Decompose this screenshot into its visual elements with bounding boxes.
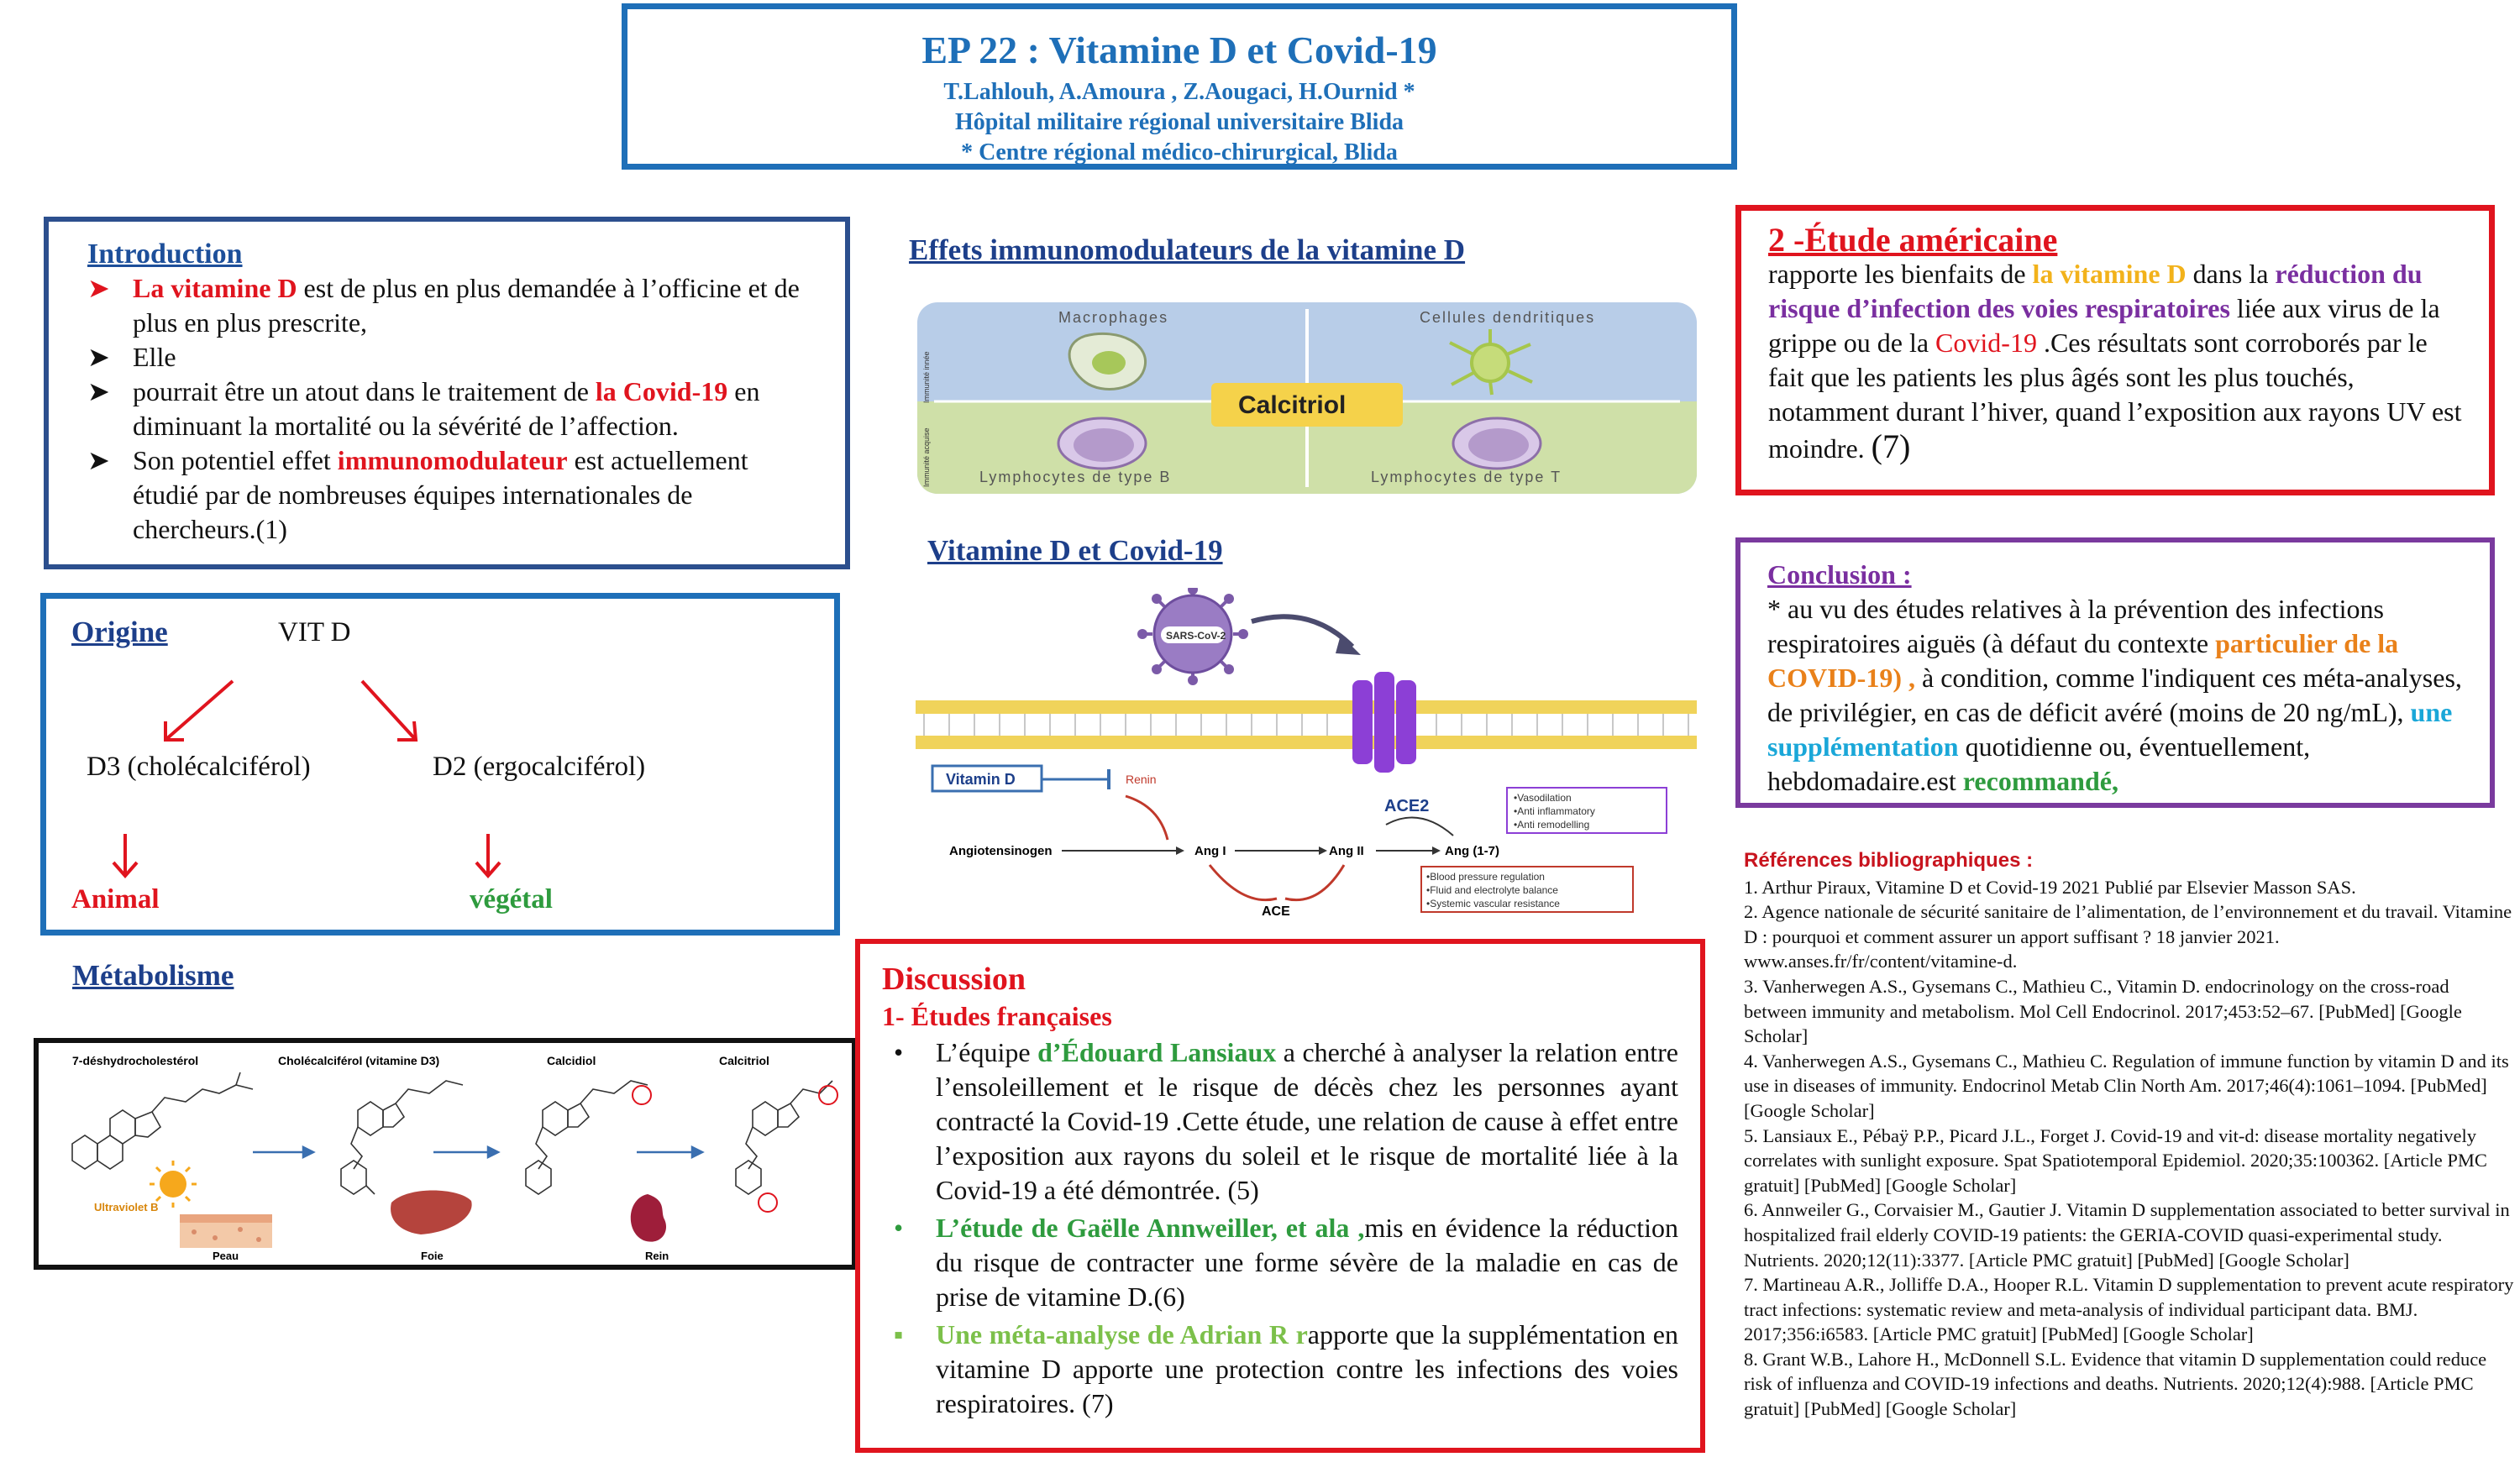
- uv-label: Ultraviolet B: [94, 1201, 159, 1213]
- cell-membrane: [916, 700, 1697, 749]
- intro-bullet-2: [87, 340, 811, 375]
- covid-fig-heading: Vitamine D et Covid-19: [927, 534, 1223, 567]
- covid-raas-diagram: [916, 588, 1697, 919]
- disc-i2-highlight: L’étude de Gaëlle Annweiller, et ala ,: [936, 1213, 1365, 1243]
- metab-label-2: Cholécalciférol (vitamine D3): [278, 1054, 440, 1067]
- ace-label: ACE: [1262, 904, 1290, 919]
- round-bullet-icon: •: [894, 1213, 904, 1243]
- american-study-text: [1768, 257, 2465, 466]
- american-study-heading: 2 -Étude américaine: [1768, 221, 2058, 259]
- references-section: [1744, 848, 2517, 1422]
- organ-label-skin: Peau: [213, 1250, 239, 1262]
- intro-b3-post: en diminuant la mortalité ou la sévérité de l’affection.: [133, 376, 760, 441]
- disc-i3-post: apporte que la supplémentation en vitamine D apporte une protection contre les infections des voies respiratoires. (7): [936, 1319, 1678, 1418]
- concl-p2: à condition, comme l'indiquent ces méta-analyses, de privilégier, en cas de déficit avéré (moins de 20 ng/mL),: [1767, 663, 2462, 727]
- disc-i1-highlight: d’Édouard Lansiaux: [1037, 1037, 1277, 1067]
- benefit-2: •Anti inflammatory: [1514, 805, 1595, 817]
- ang17-label: Ang (1-7): [1445, 844, 1499, 858]
- angiotensinogen-label: Angiotensinogen: [949, 844, 1053, 858]
- intro-b1-text: est de plus en plus demandée à l’officine et de plus en plus prescrite,: [133, 273, 800, 338]
- immuno-heading: Effets immunomodulateurs de la vitamine D: [909, 233, 1466, 266]
- vitd-label: Vitamin D: [946, 771, 1016, 788]
- metab-label-3: Calcidiol: [547, 1054, 596, 1067]
- metabolism-figure: [34, 1038, 857, 1270]
- usa-citation: (7): [1871, 427, 1911, 465]
- origin-box: [40, 593, 840, 936]
- molecule-cholecalciferol-icon: [341, 1081, 463, 1194]
- conclusion-text: [1767, 592, 2466, 799]
- usa-p2: dans la: [2186, 259, 2276, 289]
- usa-risk-highlight: réduction du risque d’infection des voies respiratoires: [1768, 259, 2423, 323]
- macrophages-label: Macrophages: [1058, 309, 1169, 326]
- disc-i1-post: a cherché à analyser la relation entre l’ensoleillement et le risque de décès chez les personnes ayant contracté la Covid-19 .Cette étude, une relation de cause à effet entre l’exposition aux rayons du soleil et le risque de mortalité liée à la Covid-19 a été démontrée. (5): [936, 1037, 1678, 1205]
- poster-title: EP 22 : Vitamine D et Covid-19: [921, 29, 1437, 71]
- discussion-item-3: [882, 1318, 1678, 1421]
- metab-arrows: [253, 1147, 702, 1157]
- metabolism-diagram: [39, 1043, 852, 1265]
- disc-i3-highlight: Une méta-analyse de Adrian R r: [936, 1319, 1308, 1350]
- metabolism-heading: Métabolisme: [72, 959, 234, 992]
- reference-item: 2. Agence nationale de sécurité sanitaire de l’alimentation, de l’environnement et du travail. Vitamine D : pourquoi et comment assurer un apport suffisant ? 18 janvier 2021. www.anses.fr/fr/content/vitamine-d.: [1744, 901, 2512, 972]
- intro-b1-highlight: La vitamine D: [133, 273, 297, 303]
- arrow-bullet-icon: ➤: [87, 445, 110, 475]
- harm-1: •Blood pressure regulation: [1426, 871, 1545, 883]
- ace2-label: ACE2: [1384, 797, 1430, 815]
- immuno-diagram: [917, 302, 1697, 494]
- origin-vegetal: végétal: [470, 884, 553, 915]
- intro-b4-pre: Son potentiel effet: [133, 445, 338, 475]
- lympho-t-label: Lymphocytes de type T: [1371, 469, 1562, 485]
- metab-label-1: 7-déshydrocholestérol: [72, 1054, 199, 1067]
- metab-label-4: Calcitriol: [719, 1054, 769, 1067]
- adaptive-label: Immunité acquise: [922, 427, 931, 487]
- concl-recommended-highlight: recommandé,: [1962, 766, 2118, 796]
- discussion-subheading: 1- Études françaises: [882, 1001, 1112, 1031]
- square-bullet-icon: ▪: [894, 1319, 904, 1350]
- intro-b3-pre: pourrait être un atout dans le traitement de: [133, 376, 596, 406]
- intro-b3-highlight: la Covid-19: [595, 376, 728, 406]
- lympho-b-label: Lymphocytes de type B: [979, 469, 1172, 485]
- discussion-box: [855, 939, 1705, 1453]
- ace2-receptor-icon: [1352, 672, 1416, 773]
- usa-p4: .Ces résultats sont corroborés par le fait que les patients les plus âgés sont les plus touchés, notamment durant l’hiver, quand l’exposition aux rayons UV est moindre.: [1768, 328, 2462, 464]
- kidney-icon: [631, 1194, 666, 1242]
- reference-item: 7. Martineau A.R., Jolliffe D.A., Hooper R.L. Vitamin D supplementation to prevent acute respiratory tract infections: systematic review and meta-analysis of individual participant data. BMJ. 2017;356:i6583. [Article PMC gratuit] [PubMed] [Google Scholar]: [1744, 1274, 2514, 1345]
- reference-item: 4. Vanherwegen A.S., Gysemans C., Mathieu C. Regulation of immune function by vitamin D and its use in diseases of immunity. Endocrinol Metab Clin North Am. 2017;46(4):1061–1094. [PubMed] [Google Scholar]: [1744, 1050, 2509, 1121]
- intro-bullet-4: [87, 443, 811, 547]
- conclusion-box: [1735, 537, 2495, 808]
- covid-raas-figure: [916, 588, 1697, 919]
- molecule-calcitriol-icon: [736, 1081, 837, 1212]
- reference-item: 6. Annweiler G., Corvaisier M., Gautier J. Vitamin D supplementation associated to better survival in hospitalized frail elderly COVID-19 patients: the GERIA-COVID quasi-experimental study. Nutrients. 2020;12(11):3377. [Article PMC gratuit] [PubMed] [Google Scholar]: [1744, 1199, 2510, 1271]
- intro-bullet-3: [87, 375, 811, 443]
- calcitriol-label: Calcitriol: [1238, 391, 1347, 419]
- reference-item: 5. Lansiaux E., Pébaÿ P.P., Picard J.L., Forget J. Covid-19 and vit-d: disease mortality negatively correlates with sunlight exposure. Spat Spatiotemporal Epidemiol. 2020;35:100362. [Article PMC gratuit] [PubMed] [Google Scholar]: [1744, 1124, 2487, 1196]
- innate-label: Immunité innée: [922, 351, 931, 403]
- virus-label: SARS-CoV-2: [1166, 630, 1226, 642]
- usa-covid-highlight: Covid-19: [1935, 328, 2037, 358]
- american-study-box: [1735, 205, 2495, 495]
- organ-label-liver: Foie: [421, 1250, 444, 1262]
- t-lymphocyte-icon: [1453, 418, 1541, 469]
- benefit-3: •Anti remodelling: [1514, 819, 1590, 831]
- immuno-figure: [917, 302, 1697, 494]
- liver-icon: [391, 1191, 472, 1235]
- usa-vitd-highlight: la vitamine D: [2032, 259, 2187, 289]
- harm-3: •Systemic vascular resistance: [1426, 898, 1560, 909]
- benefit-1: •Vasodilation: [1514, 792, 1572, 804]
- intro-b4-post: est actuellement étudié par de nombreuses équipes internationales de chercheurs.(1): [133, 445, 748, 544]
- intro-bullet-1: [87, 271, 811, 340]
- references-heading: Références bibliographiques :: [1744, 849, 2034, 872]
- discussion-item-2: [882, 1211, 1678, 1314]
- origin-d2: D2 (ergocalciférol): [433, 752, 646, 782]
- usa-p1: rapporte les bienfaits de: [1768, 259, 2033, 289]
- origin-heading: Origine: [71, 616, 168, 648]
- concl-supplement-highlight: une supplémentation: [1767, 697, 2453, 762]
- renin-label: Renin: [1126, 773, 1157, 786]
- disc-i2-post: mis en évidence la réduction du risque de contracter une forme sévère de la maladie en cas de prise de vitamine D.(6): [936, 1213, 1678, 1312]
- reference-item: 1. Arthur Piraux, Vitamine D et Covid-19 2021 Publié par Elsevier Masson SAS.: [1744, 876, 2356, 898]
- reference-item: 3. Vanherwegen A.S., Gysemans C., Mathieu C., Vitamin D. endocrinology on the cross-road between immunity and metabolism. Mol Cell Endocrinol. 2017;453:52–67. [PubMed] [Google Scholar]: [1744, 975, 2462, 1047]
- arrow-to-d2: [362, 681, 416, 740]
- ang1-label: Ang I: [1194, 844, 1226, 858]
- arrow-to-d3: [165, 681, 233, 740]
- conclusion-heading: Conclusion :: [1767, 559, 1912, 590]
- concl-p1: * au vu des études relatives à la prévention des infections respiratoires aiguës (à défaut du contexte: [1767, 594, 2384, 658]
- introduction-box: [44, 217, 850, 569]
- arrow-bullet-icon: ➤: [87, 342, 110, 372]
- round-bullet-icon: •: [894, 1037, 904, 1067]
- introduction-heading: Introduction: [87, 238, 243, 270]
- usa-p3: liée aux virus de la grippe ou de la: [1768, 293, 2440, 358]
- poster-authors: T.Lahlouh, A.Amoura , Z.Aougaci, H.Ournid *: [943, 79, 1415, 105]
- intro-b4-highlight: immunomodulateur: [337, 445, 568, 475]
- organ-label-kidney: Rein: [645, 1250, 669, 1262]
- discussion-item-1: [882, 1035, 1678, 1208]
- b-lymphocyte-icon: [1058, 418, 1146, 469]
- discussion-heading: Discussion: [882, 962, 1026, 997]
- molecule-calcidiol-icon: [526, 1081, 651, 1194]
- disc-i1-pre: L’équipe: [936, 1037, 1038, 1067]
- origin-animal: Animal: [71, 884, 160, 915]
- arrow-bullet-icon: ➤: [87, 273, 110, 303]
- intro-b2-text: Elle: [133, 342, 176, 372]
- molecule-7dhc-icon: [72, 1072, 253, 1169]
- ang2-label: Ang II: [1329, 844, 1364, 858]
- dendritic-label: Cellules dendritiques: [1420, 309, 1596, 326]
- concl-covid-highlight: particulier de la COVID-19) ,: [1767, 628, 2399, 693]
- concl-p3: quotidienne ou, éventuellement, hebdomadaire.est: [1767, 731, 2311, 796]
- title-box: [622, 3, 1737, 170]
- poster-affiliation-2: * Centre régional médico-chirurgical, Blida: [961, 139, 1398, 165]
- origin-d3: D3 (cholécalciférol): [87, 752, 311, 782]
- virus-arrow: [1252, 616, 1352, 647]
- harm-2: •Fluid and electrolyte balance: [1426, 884, 1558, 896]
- arrow-bullet-icon: ➤: [87, 376, 110, 406]
- reference-item: 8. Grant W.B., Lahore H., McDonnell S.L. Evidence that vitamin D supplementation could reduce risk of influenza and COVID-19 infections and deaths. Nutrients. 2020;12(4):988. [Article PMC gratuit] [PubMed] [Google Scholar]: [1744, 1348, 2487, 1420]
- origin-vitd: VIT D: [278, 617, 351, 647]
- skin-icon: [180, 1214, 272, 1248]
- poster-affiliation-1: Hôpital militaire régional universitaire Blida: [954, 109, 1404, 135]
